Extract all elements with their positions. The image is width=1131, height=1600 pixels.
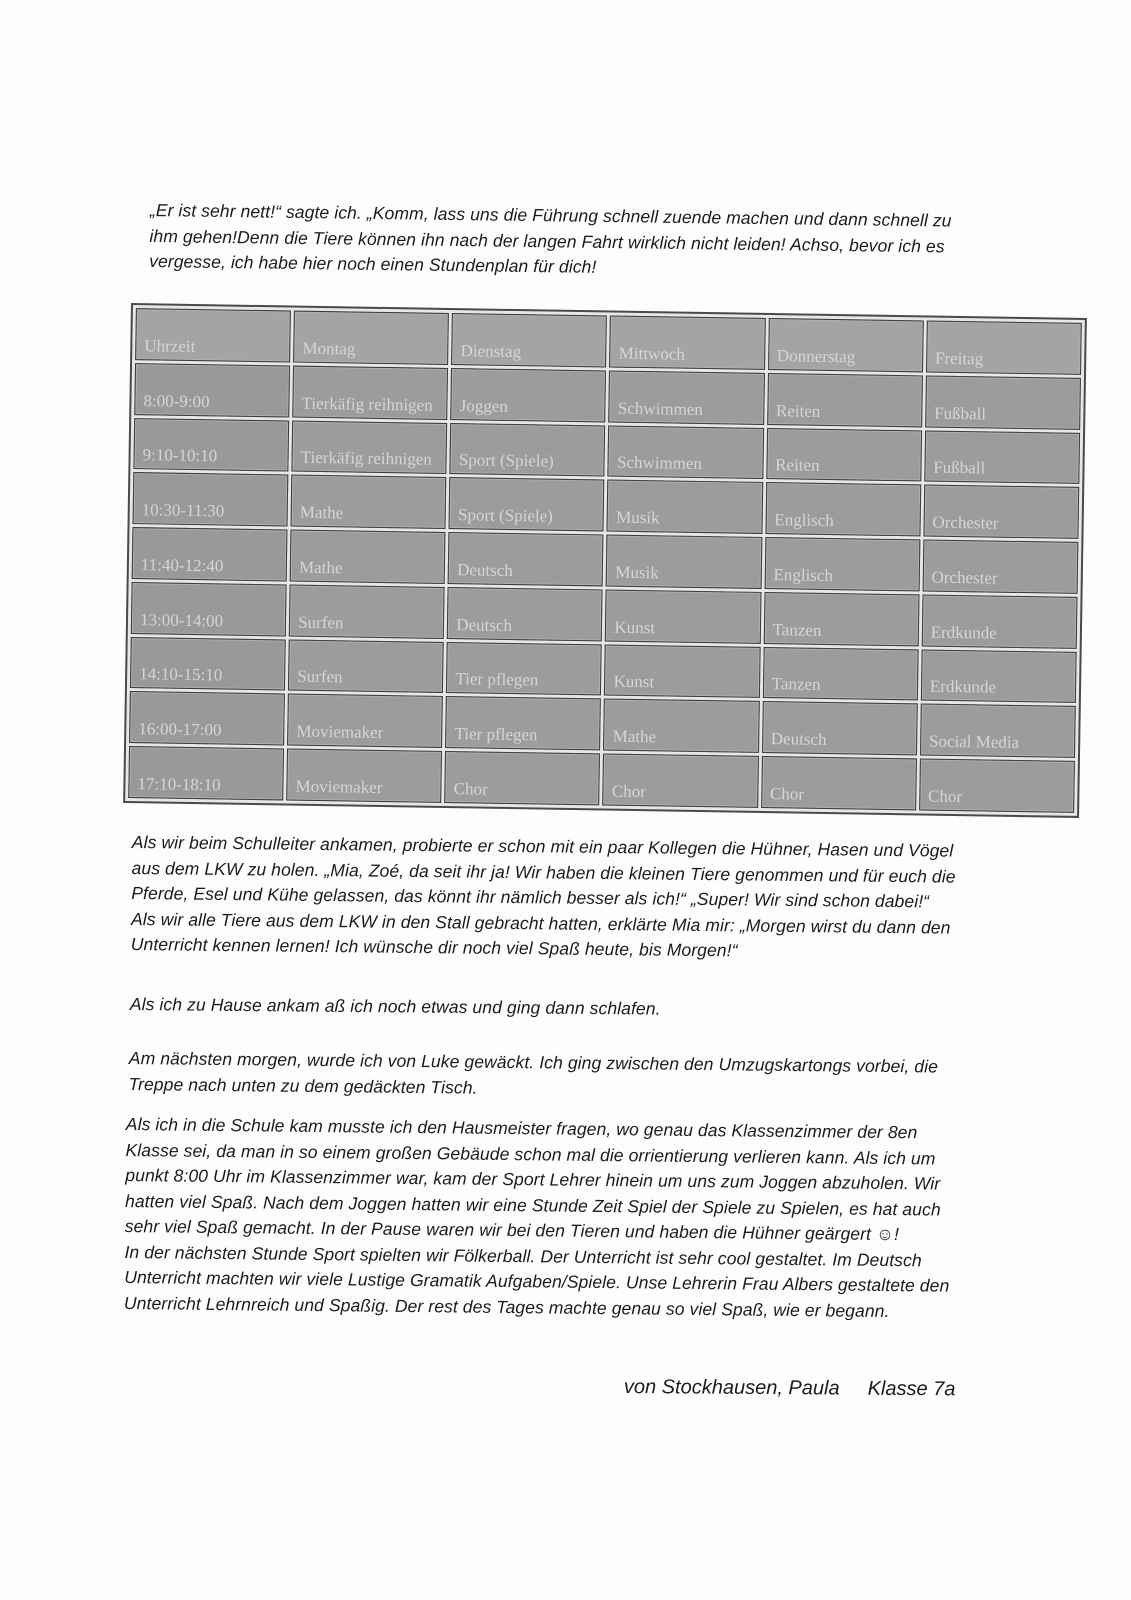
timetable-subject-cell: Chor [761, 756, 917, 810]
text-line: Unterricht machten wir viele Lustige Gramatik Aufgaben/Spiele. Unse Lehrerin Frau Albers gestaltete den [124, 1266, 950, 1296]
timetable-subject-cell: Chor [603, 754, 759, 808]
timetable-subject-cell: Erdkunde [921, 594, 1077, 648]
timetable-subject-cell: Schwimmen [608, 425, 764, 479]
timetable-subject-cell: Kunst [604, 644, 760, 698]
timetable-time-cell: 10:30-11:30 [133, 472, 289, 526]
class-label: Klasse 7a [867, 1377, 956, 1401]
text-line: Als ich in die Schule kam musste ich den Hausmeister fragen, wo genau das Klassenzimmer der 8en [125, 1113, 918, 1143]
timetable-time-cell: 16:00-17:00 [129, 691, 285, 745]
timetable-subject-cell: Englisch [764, 537, 920, 591]
timetable [123, 303, 1087, 818]
timetable-subject-cell: Tier pflegen [446, 642, 602, 696]
timetable-header-cell: Montag [293, 311, 449, 365]
timetable-subject-cell: Musik [607, 480, 763, 534]
text-line: hatten viel Spaß. Nach dem Joggen hatten wir eine Stunde Zeit Spiel der Spiele zu Spielen, es hat auch [124, 1190, 941, 1220]
text-line: aus dem LKW zu holen. „Mia, Zoé, da seit ihr ja! Wir haben die kleinen Tiere genommen und für euch die [131, 857, 956, 887]
timetable-header-cell: Mittwoch [610, 316, 766, 370]
timetable-subject-cell: Joggen [451, 368, 607, 422]
text-line: Pferde, Esel und Kühe gelassen, das könnt ihr nämlich besser als ich!“ „Super! Wir sind schon dabei!“ [131, 882, 930, 912]
timetable-subject-cell: Orchester [922, 540, 1078, 594]
intro-paragraph [149, 198, 952, 285]
timetable-subject-cell: Fußball [924, 430, 1080, 484]
timetable-header-cell: Freitag [926, 320, 1082, 374]
timetable-subject-cell: Social Media [920, 704, 1076, 758]
text-line: „Er ist sehr nett!“ sagte ich. „Komm, lass uns die Führung schnell zuende machen und dann schnell zu [149, 199, 952, 231]
timetable-subject-cell: Chor [919, 759, 1075, 813]
timetable-subject-cell: Tierkäfig reihnigen [292, 365, 448, 419]
signature [624, 1376, 956, 1401]
author-name: von Stockhausen, Paula [623, 1376, 840, 1400]
timetable-subject-cell: Moviemaker [286, 749, 442, 803]
text-line: Klasse sei, da man in so einem großen Gebäude schon mal die orrientierung verlieren kann. Als ich um [125, 1139, 936, 1168]
timetable-subject-cell: Surfen [289, 584, 445, 638]
text-line: Als wir alle Tiere aus dem LKW in den Stall gebracht hatten, erklärte Mia mir: „Morgen wirst du dann den [130, 908, 951, 938]
timetable-subject-cell: Fußball [925, 375, 1081, 429]
text-line: vergesse, ich habe hier noch einen Stundenplan für dich! [149, 250, 597, 277]
timetable-subject-cell: Mathe [291, 475, 447, 529]
timetable-time-cell: 11:40-12:40 [132, 527, 288, 581]
text-line: Unterricht Lehrnreich und Spaßig. Der rest des Tages machte genau so viel Spaß, wie er begann. [123, 1292, 890, 1321]
timetable-subject-cell: Reiten [767, 373, 923, 427]
timetable-subject-cell: Mathe [603, 699, 759, 753]
timetable-header-cell: Uhrzeit [135, 308, 291, 362]
timetable-time-cell: 9:10-10:10 [133, 418, 289, 472]
timetable-subject-cell: Deutsch [447, 587, 603, 641]
timetable-time-cell: 13:00-14:00 [131, 582, 287, 636]
school-paragraph [124, 1112, 951, 1325]
timetable-row [128, 746, 1075, 813]
morning-paragraph [128, 1046, 938, 1105]
text-line: sehr viel Spaß gemacht. In der Pause waren wir bei den Tieren und haben die Hühner geärgert ☺! [124, 1215, 900, 1245]
text-line: Unterricht kennen lernen! Ich wünsche dir noch viel Spaß heute, bis Morgen!“ [130, 933, 738, 961]
timetable-subject-cell: Schwimmen [609, 370, 765, 424]
timetable-subject-cell: Tier pflegen [445, 696, 601, 750]
timetable-subject-cell: Erdkunde [921, 649, 1077, 703]
text-line: In der nächsten Stunde Sport spielten wir Fölkerball. Der Unterricht ist sehr cool gestaltet. Im Deutsch [124, 1241, 922, 1270]
timetable-time-cell: 8:00-9:00 [134, 363, 290, 417]
timetable-subject-cell: Tierkäfig reihnigen [292, 420, 448, 474]
timetable-subject-cell: Chor [444, 751, 600, 805]
timetable-subject-cell: Kunst [605, 589, 761, 643]
timetable-subject-cell: Mathe [290, 530, 446, 584]
timetable-time-cell: 14:10-15:10 [130, 637, 286, 691]
timetable-subject-cell: Tanzen [762, 647, 918, 701]
home-paragraph [130, 992, 661, 1022]
timetable-subject-cell: Sport (Spiele) [450, 423, 606, 477]
timetable-subject-cell: Musik [606, 535, 762, 589]
timetable-subject-cell: Moviemaker [287, 694, 443, 748]
timetable-subject-cell: Orchester [923, 485, 1079, 539]
timetable-subject-cell: Deutsch [762, 701, 918, 755]
timetable-subject-cell: Deutsch [448, 532, 604, 586]
text-line: Treppe nach unten zu dem gedäckten Tisch. [128, 1073, 478, 1098]
arrival-paragraph [131, 830, 956, 966]
text-line: Als ich zu Hause ankam aß ich noch etwas und ging dann schlafen. [129, 993, 661, 1019]
text-line: Als wir beim Schulleiter ankamen, probierte er schon mit ein paar Kollegen die Hühner, Hasen und Vögel [131, 831, 954, 861]
timetable-subject-cell: Sport (Spiele) [449, 477, 605, 531]
text-line: punkt 8:00 Uhr im Klassenzimmer war, kam der Sport Lehrer hinein um uns zum Joggen abzuholen. Wir [125, 1164, 941, 1194]
text-line: ihm gehen!Denn die Tiere können ihn nach der langen Fahrt wirklich nicht leiden! Achso, bevor ich es [149, 225, 945, 256]
timetable-subject-cell: Tanzen [763, 592, 919, 646]
timetable-header-cell: Donnerstag [768, 318, 924, 372]
timetable-subject-cell: Reiten [766, 428, 922, 482]
timetable-header-cell: Dienstag [451, 313, 607, 367]
timetable-time-cell: 17:10-18:10 [128, 746, 284, 800]
timetable-subject-cell: Englisch [765, 482, 921, 536]
timetable-subject-cell: Surfen [288, 639, 444, 693]
timetable-grid [125, 305, 1085, 816]
text-line: Am nächsten morgen, wurde ich von Luke gewäckt. Ich ging zwischen den Umzugskartongs vorbei, die [128, 1047, 939, 1077]
